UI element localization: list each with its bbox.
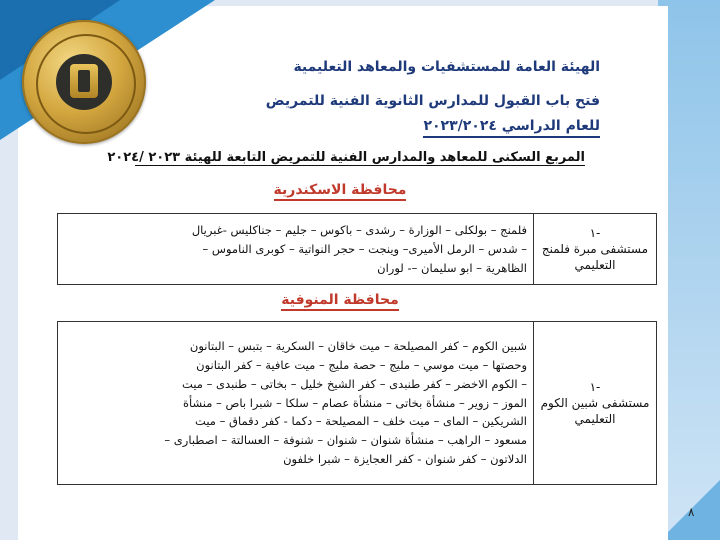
area-line: مسعود – الراهب – منشأة شنوان – شنوان – شنوفة – العسالتة – اصطبارى –	[164, 433, 527, 448]
page-number: ٨	[688, 505, 695, 519]
table-row	[58, 322, 657, 485]
area-line: شبين الكوم – كفر المصيلحة – ميت خاقان – السكرية – بتبس – البتانون	[189, 339, 527, 354]
area-line: – الكوم الاخضر – كفر طنبدى – كفر الشيخ خليل – بخاتى – طنبدى – ميت	[182, 376, 527, 391]
governorate-label: محافظة الاسكندرية	[274, 182, 407, 201]
organization-seal-logo	[22, 20, 146, 144]
table-row	[58, 214, 657, 285]
hospital-name: مستشفى مبرة فلمنج	[541, 242, 649, 256]
area-line: الدلاتون – كفر شنوان - كفر العجايزة – شبرا خلفون	[283, 451, 527, 466]
org-title: الهيئة العامة للمستشفيات والمعاهد التعليمية	[293, 59, 600, 75]
area-line: الموز – زوير – منشأة بخاتى – منشأة عصام – سلكا – شبرا باص – منشأة	[182, 395, 527, 410]
seal-emblem-icon	[70, 64, 98, 98]
governorate-label: محافظة المنوفية	[281, 292, 399, 311]
document-subtitle: المربع السكنى للمعاهد والمدارس الفنية للتمريض التابعة للهيئة ٢٠٢٣ /٢٠٢٤	[107, 150, 585, 165]
governorate-heading-menoufia	[240, 292, 440, 308]
governorate-heading-alexandria	[240, 182, 440, 198]
row-number: -١	[589, 380, 601, 394]
area-line: الظاهرية – ابو سليمان –- لوران	[377, 260, 527, 275]
academic-year: للعام الدراسي ٢٠٢٣/٢٠٢٤	[423, 117, 600, 138]
areas-cell	[58, 322, 534, 485]
alexandria-table	[57, 213, 657, 285]
area-line: وحصتها – ميت موسي – مليج – حصة مليج – ميت عافية – كفر البتانون	[196, 358, 527, 372]
area-line: فلمنج – بولكلى – الوزارة – رشدى – باكوس – جليم – جناكليس -غبريال	[191, 222, 527, 237]
hospital-cell	[534, 322, 657, 485]
menoufia-table	[57, 321, 657, 485]
areas-cell	[58, 214, 534, 285]
area-line: – شدس – الرمل الأميرى– وينجت – حجر النواتية – كوبرى الناموس –	[202, 241, 527, 256]
hospital-name: مستشفى شبين الكوم	[540, 396, 650, 410]
announcement-title: فتح باب القبول للمدارس الثانوية الفنية للتمريض	[265, 93, 600, 109]
hospital-name-line2: التعليمي	[574, 258, 616, 272]
area-line: الشريكين – الماى – ميت خلف – المصيلحة – دكما - كفر دقماق – ميت	[195, 414, 527, 429]
hospital-name-line2: التعليمي	[574, 412, 616, 426]
row-number: -١	[589, 226, 601, 240]
hospital-cell	[534, 214, 657, 285]
